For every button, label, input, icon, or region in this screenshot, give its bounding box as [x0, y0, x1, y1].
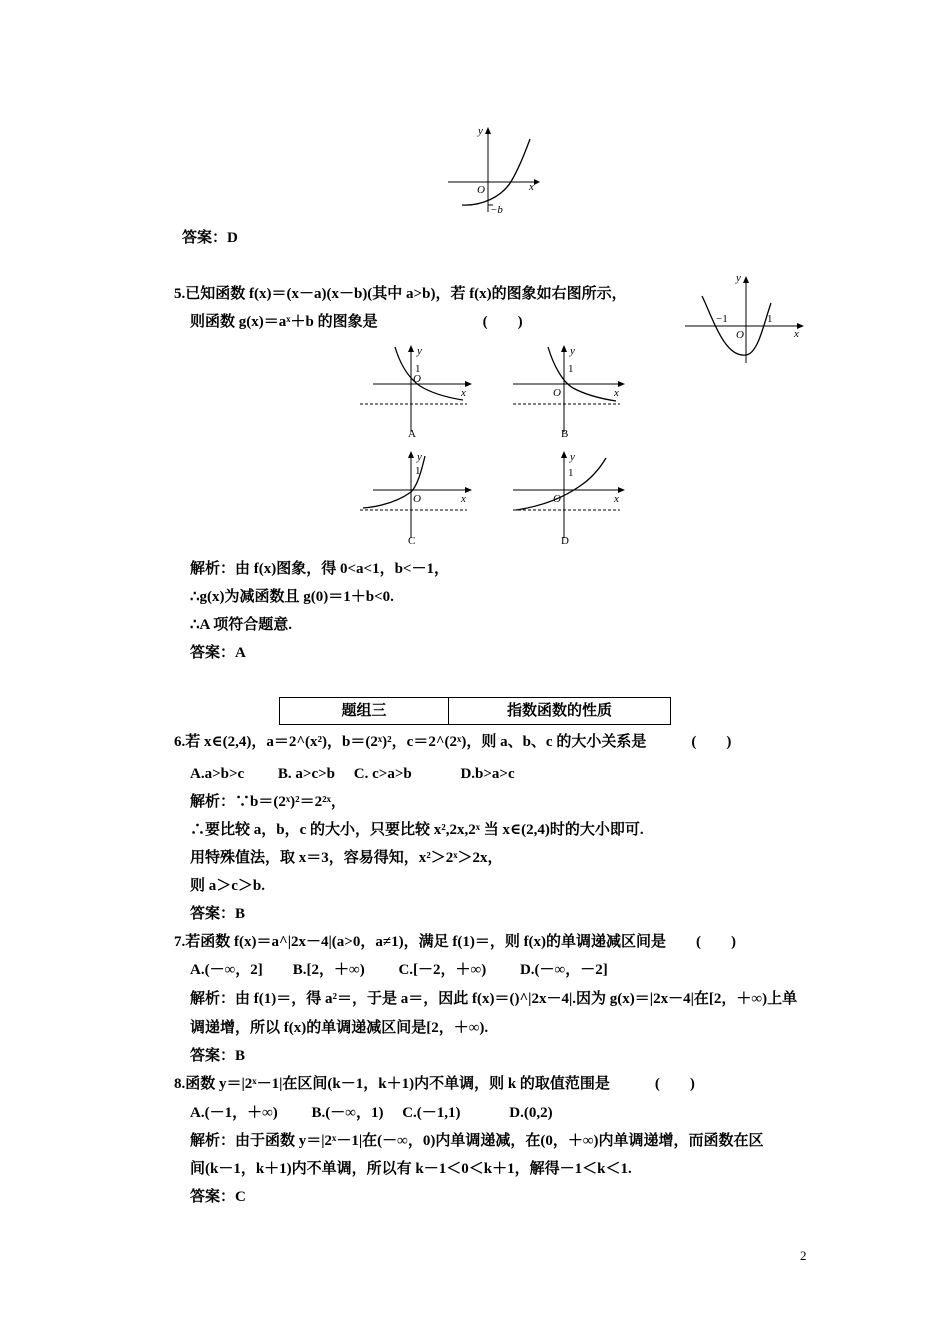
opt-c-one: 1: [415, 465, 421, 477]
opt-a-one: 1: [415, 363, 421, 375]
opt-a-x: x: [461, 387, 466, 399]
q7-answer: 答案：B: [190, 1048, 246, 1064]
option-a-figure: [355, 342, 475, 442]
option-c-figure: [355, 448, 475, 548]
fig-top-y: y: [478, 125, 483, 137]
fig-right-y: y: [736, 272, 741, 284]
opt-a-label: A: [408, 428, 416, 440]
answer-4: 答案：D: [182, 230, 238, 246]
opt-d-label: D: [561, 535, 569, 547]
fig-top-o: O: [477, 184, 485, 196]
fig-top-x: x: [529, 181, 534, 193]
q7-options: A.(－∞，2] B.[2，＋∞) C.[－2，＋∞) D.(－∞，－2]: [190, 962, 608, 978]
opt-b-label: B: [561, 428, 569, 440]
opt-b-o: O: [553, 387, 561, 399]
option-b-figure: [508, 342, 628, 442]
opt-c-o: O: [413, 493, 421, 505]
opt-d-one: 1: [568, 467, 574, 479]
section-title: 指数函数的性质: [506, 703, 612, 719]
fig-right-o: O: [736, 329, 744, 341]
q6-analysis-4: 则 a＞c＞b.: [190, 878, 266, 894]
opt-d-x: x: [614, 493, 619, 505]
q7-analysis-2: 调递增，所以 f(x)的单调递减区间是[2，＋∞).: [190, 1020, 489, 1036]
q8-options: A.(－1，＋∞) B.(－∞，1) C.(－1,1) D.(0,2): [190, 1105, 553, 1121]
q6-options: A.a>b>c B. a>c>b C. c>a>b D.b>a>c: [190, 766, 515, 782]
q5-analysis-2: ∴g(x)为减函数且 g(0)＝1＋b<0.: [190, 589, 394, 605]
q7-analysis-1: 解析：由 f(1)＝，得 a²＝，于是 a＝，因此 f(x)＝()^|2x－4|.因为 g(x)＝|2x－4|在[2，＋∞)上单: [190, 991, 798, 1007]
fig-right-m1: −1: [716, 313, 728, 325]
opt-c-y: y: [417, 451, 422, 463]
q8-answer: 答案：C: [190, 1189, 246, 1205]
option-d-figure: [508, 448, 628, 548]
page-number: 2: [800, 1248, 807, 1263]
q6-analysis-3: 用特殊值法，取 x＝3，容易得知，x²＞2ˣ＞2x，: [190, 850, 503, 866]
q7-stem: 7.若函数 f(x)＝a^|2x－4|(a>0，a≠1)，满足 f(1)＝，则 f(x)的单调递减区间是 ( ): [174, 934, 737, 950]
opt-c-x: x: [461, 493, 466, 505]
opt-a-o: O: [413, 373, 421, 385]
q5-analysis-1: 解析：由 f(x)图象，得 0<a<1，b<－1，: [190, 561, 449, 577]
q8-analysis-1: 解析：由于函数 y＝|2ˣ－1|在(－∞，0)内单调递减，在(0，＋∞)内单调递增，而函数在区: [190, 1133, 764, 1149]
q5-answer: 答案：A: [190, 645, 246, 661]
opt-d-y: y: [570, 451, 575, 463]
section-number: 题组三: [280, 698, 449, 724]
right-figure: [680, 268, 810, 373]
q6-analysis-1: 解析：∵b＝(2ˣ)²＝2²ˣ，: [190, 794, 346, 810]
opt-c-label: C: [408, 535, 416, 547]
opt-b-one: 1: [568, 363, 574, 375]
q6-answer: 答案：B: [190, 906, 246, 922]
top-figure: [440, 122, 540, 217]
q5-stem: 5.已知函数 f(x)＝(x－a)(x－b)(其中 a>b)，若 f(x)的图象如右图所示，: [174, 286, 627, 302]
q5-stem-2: 则函数 g(x)＝aˣ＋b 的图象是 ( ): [190, 314, 523, 330]
opt-b-x: x: [614, 387, 619, 399]
opt-d-o: O: [553, 493, 561, 505]
q6-stem: 6.若 x∈(2,4)，a＝2^(x²)，b＝(2ˣ)²，c＝2^(2ˣ)，则 a、b、c 的大小关系是 ( ): [174, 734, 732, 750]
fig-right-p1: 1: [767, 313, 773, 325]
opt-a-y: y: [417, 345, 422, 357]
q8-analysis-2: 间(k－1，k＋1)内不单调，所以有 k－1＜0＜k＋1，解得－1＜k＜1.: [190, 1161, 632, 1177]
q8-stem: 8.函数 y＝|2ˣ－1|在区间(k－1，k＋1)内不单调，则 k 的取值范围是 ( ): [174, 1076, 695, 1092]
section-table: [279, 697, 671, 725]
q5-analysis-3: ∴A 项符合题意.: [190, 617, 293, 633]
q6-analysis-2: ∴要比较 a，b，c 的大小，只要比较 x²,2x,2ˣ 当 x∈(2,4)时的大小即可.: [190, 822, 644, 838]
fig-right-x: x: [794, 328, 799, 340]
fig-top-nb: −b: [490, 204, 503, 216]
opt-b-y: y: [570, 345, 575, 357]
